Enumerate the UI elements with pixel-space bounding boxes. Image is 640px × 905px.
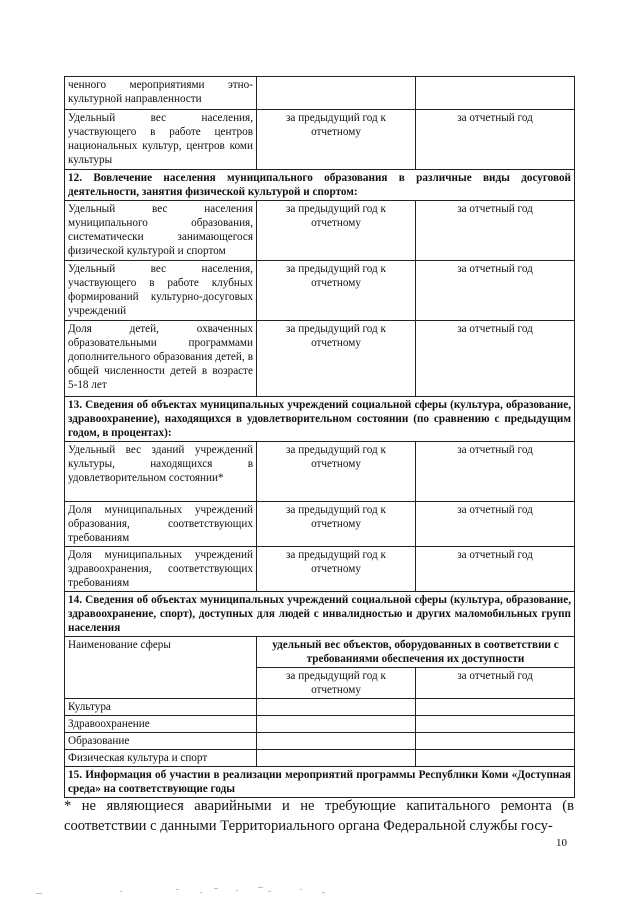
table-row [65,547,575,592]
report-year-cell: за отчетный год [416,668,575,699]
sphere-name: Культура [65,699,257,716]
prev-year-cell [257,77,416,110]
table-header-row [65,637,575,668]
prev-year-cell: за предыдущий год к отчетному [257,110,416,170]
table-row [65,442,575,502]
row-label: Удельный вес населения муниципального образования, систематически занимающегося физической культурой и спортом [65,201,257,261]
table-row [65,699,575,716]
report-year-cell [416,716,575,733]
table-row [65,502,575,547]
table-row [65,77,575,110]
report-year-cell: за отчетный год [416,442,575,502]
sphere-name: Здравоохранение [65,716,257,733]
sphere-name: Физическая культура и спорт [65,750,257,767]
accessibility-share-header: удельный вес объектов, оборудованных в соответствии с требованиями обеспечения их доступности [257,637,575,668]
section-header-row [65,170,575,201]
row-label: Доля муниципальных учреждений здравоохранения, соответствующих требованиям [65,547,257,592]
report-year-cell: за отчетный год [416,201,575,261]
table-row [65,321,575,397]
section-13-title: 13. Сведения об объектах муниципальных учреждений социальной сферы (культура, образование, здравоохранение), находящихся в удовлетворительном состоянии (по сравнению с предыдущим годом, в процентах): [65,397,575,442]
report-year-cell [416,699,575,716]
table-row [65,110,575,170]
section-header-row [65,767,575,798]
prev-year-cell: за предыдущий год к отчетному [257,668,416,699]
row-label: ченного мероприятиями этно-культурной направленности [65,77,257,110]
section-15-title: 15. Информация об участии в реализации мероприятий программы Республики Коми «Доступная среда» на соответствующие годы [65,767,575,798]
section-12-title: 12. Вовлечение населения муниципального образования в различные виды досуговой деятельности, занятия физической культурой и спортом: [65,170,575,201]
prev-year-cell: за предыдущий год к отчетному [257,502,416,547]
scan-noise [0,884,640,898]
prev-year-cell: за предыдущий год к отчетному [257,201,416,261]
row-label: Доля муниципальных учреждений образования, соответствующих требованиям [65,502,257,547]
prev-year-cell: за предыдущий год к отчетному [257,261,416,321]
row-label: Удельный вес населения, участвующего в работе клубных формирований культурно-досуговых учреждений [65,261,257,321]
table-row [65,750,575,767]
prev-year-cell [257,733,416,750]
report-year-cell [416,733,575,750]
prev-year-cell: за предыдущий год к отчетному [257,321,416,397]
report-year-cell: за отчетный год [416,261,575,321]
report-table [64,76,575,798]
prev-year-cell [257,716,416,733]
footnote: * не являющиеся аварийными и не требующие капитального ремонта (в соответствии с данными Территориального органа Федеральной службы госу- [64,798,574,834]
report-year-cell: за отчетный год [416,502,575,547]
sphere-name-header: Наименование сферы [65,637,257,699]
table-row [65,261,575,321]
row-label: Удельный вес населения, участвующего в работе центров национальных культур, центров коми культуры [65,110,257,170]
section-header-row [65,592,575,637]
report-year-cell [416,77,575,110]
table-row [65,201,575,261]
report-year-cell [416,750,575,767]
page-number: 10 [556,837,567,849]
prev-year-cell [257,699,416,716]
section-14-title: 14. Сведения об объектах муниципальных учреждений социальной сферы (культура, образование, здравоохранение, спорт), доступных для людей с инвалидностью и других маломобильных групп населения [65,592,575,637]
report-year-cell: за отчетный год [416,321,575,397]
prev-year-cell: за предыдущий год к отчетному [257,442,416,502]
prev-year-cell: за предыдущий год к отчетному [257,547,416,592]
table-row [65,733,575,750]
section-header-row [65,397,575,442]
table-row [65,716,575,733]
report-year-cell: за отчетный год [416,547,575,592]
sphere-name: Образование [65,733,257,750]
report-year-cell: за отчетный год [416,110,575,170]
row-label: Удельный вес зданий учреждений культуры, находящихся в удовлетворительном состоянии* [65,442,257,502]
row-label: Доля детей, охваченных образовательными программами дополнительного образования детей, в общей численности детей в возрасте 5-18 лет [65,321,257,397]
prev-year-cell [257,750,416,767]
